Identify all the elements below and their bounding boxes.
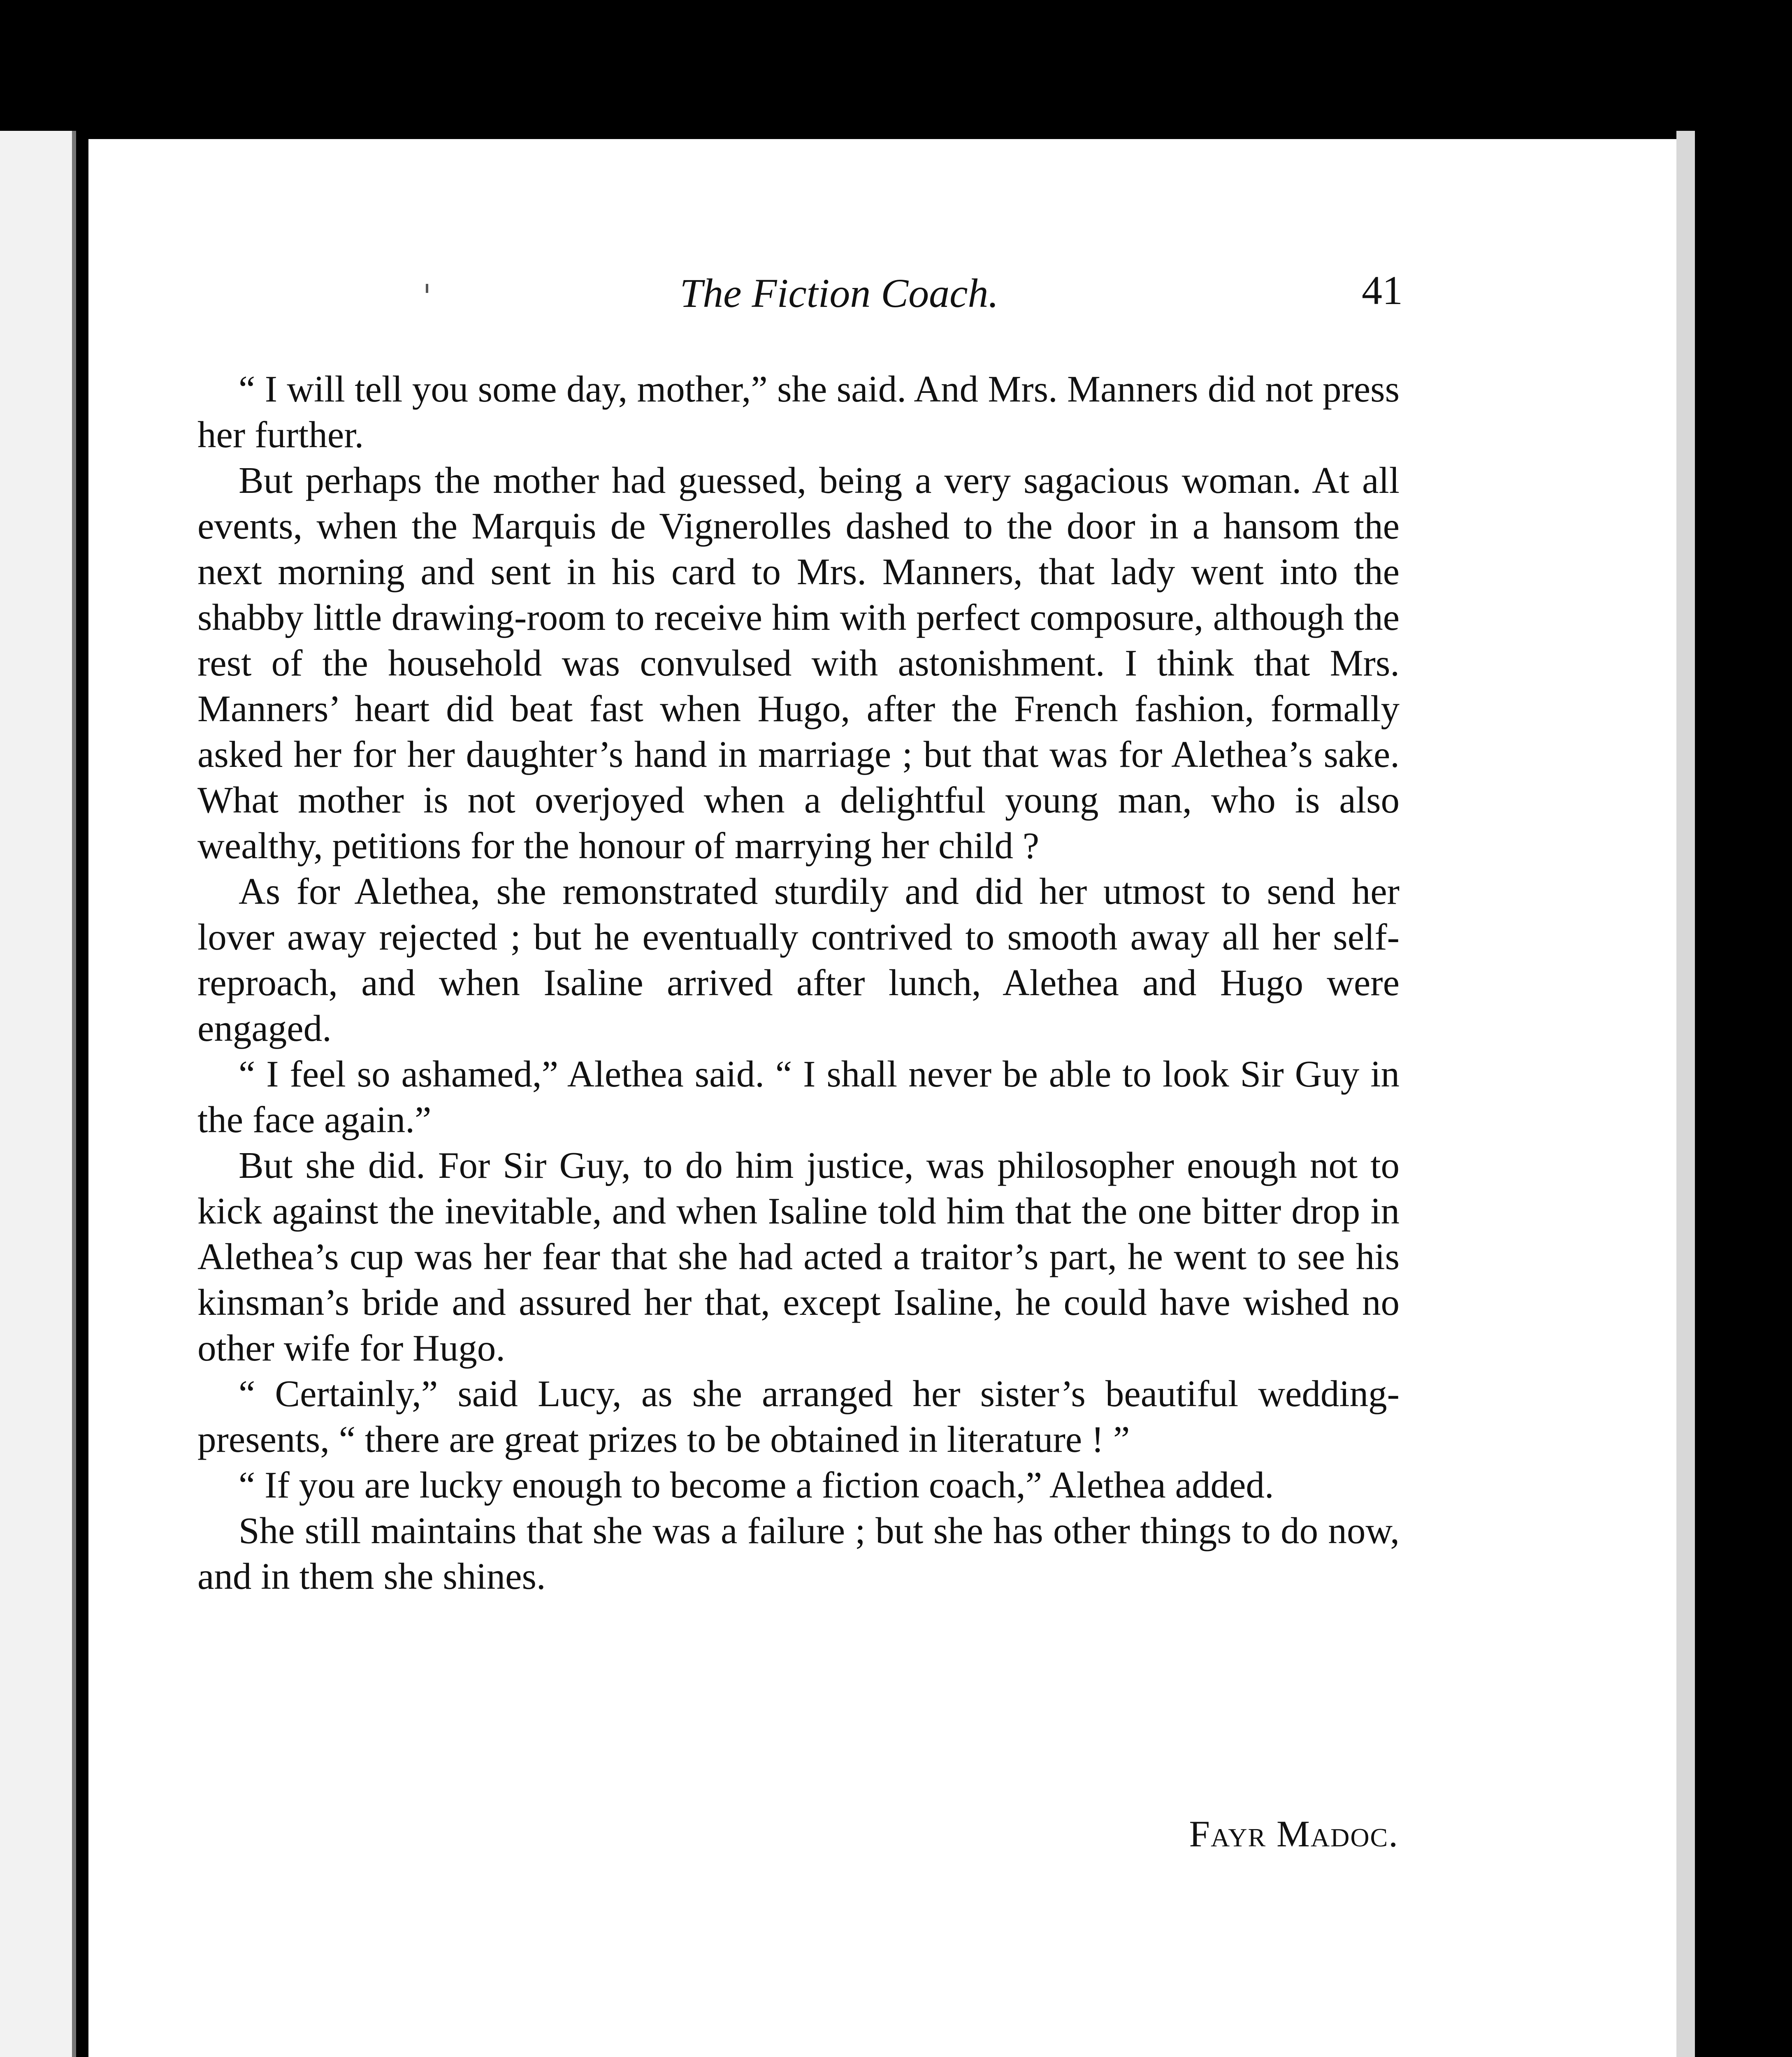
author-signature: Fayr Madoc.	[1189, 1813, 1399, 1855]
paragraph: “ Certainly,” said Lucy, as she arranged her sister’s beautiful wedding-presents, “ there are great prizes to be obtained in literature ! ”	[197, 1373, 1400, 1460]
paragraph: “ If you are lucky enough to become a fiction coach,” Alethea added.	[239, 1464, 1274, 1506]
page-right-edge	[1676, 131, 1695, 2057]
paragraph: She still maintains that she was a failure ; but she has other things to do now, and in them she shines.	[197, 1510, 1400, 1597]
paragraph: “ I feel so ashamed,” Alethea said. “ I shall never be able to look Sir Guy in the face again.”	[197, 1053, 1400, 1140]
paragraph: “ I will tell you some day, mother,” she said. And Mrs. Manners did not press her further.	[197, 368, 1400, 455]
paragraph: But perhaps the mother had guessed, being a very sagacious woman. At all events, when the Marquis de Vignerolles dashed to the door in a hansom the next morning and sent in his card to Mrs. Manners, that lady went into the shabby little drawing-room to receive him with perfect composure, although the rest of the household was convulsed with astonishment. I think that Mrs. Manners’ heart did beat fast when Hugo, after the French fashion, formally asked her for her daughter’s hand in marriage ; but that was for Alethea’s sake. What mother is not overjoyed when a delightful young man, who is also wealthy, petitions for the honour of marrying her child ?	[197, 460, 1400, 866]
paragraph: As for Alethea, she remonstrated sturdily and did her utmost to send her lover away rejected ; but he eventually contrived to smooth away all her self-reproach, and when Isaline arrived after lunch, Alethea and Hugo were engaged.	[197, 871, 1400, 1049]
facing-page-edge	[0, 131, 76, 2057]
paragraph: But she did. For Sir Guy, to do him justice, was philosopher enough not to kick against the inevitable, and when Isaline told him that the one bitter drop in Alethea’s cup was her fear that she had acted a traitor’s part, he went to see his kinsman’s bride and assured her that, except Isaline, he could have wished no other wife for Hugo.	[197, 1145, 1400, 1369]
running-head: The Fiction Coach.	[680, 270, 999, 316]
page-number: 41	[1362, 267, 1403, 313]
body-text	[197, 366, 1400, 1599]
print-mark	[426, 284, 428, 293]
